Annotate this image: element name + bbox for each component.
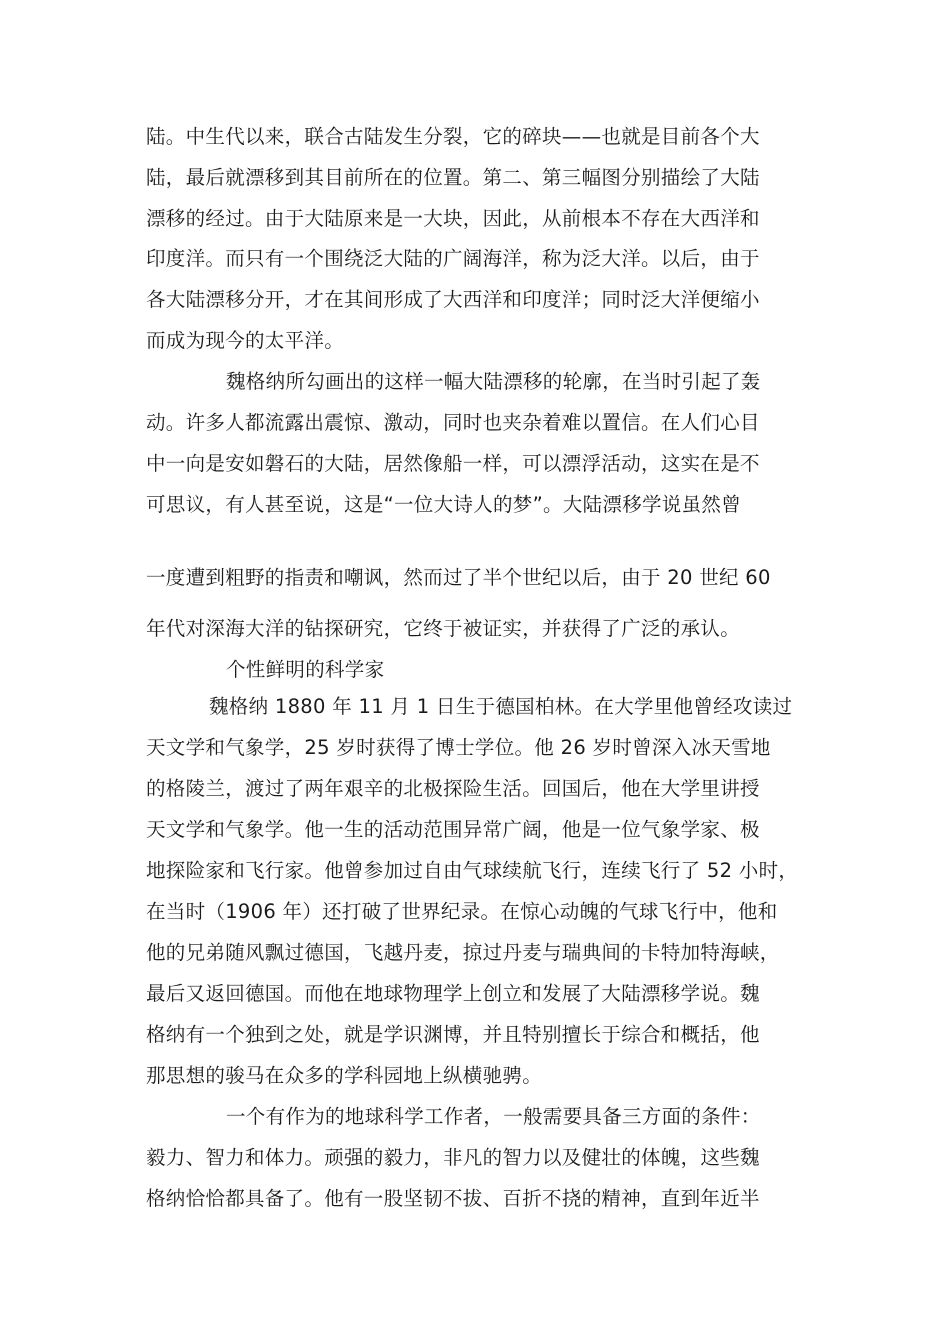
text-line: 中一向是安如磐石的大陆，居然像船一样，可以漂浮活动，这实在是不 xyxy=(146,452,760,475)
text-line: 毅力、智力和体力。顽强的毅力，非凡的智力以及健壮的体魄，这些魏 xyxy=(146,1146,760,1169)
text-line: 天文学和气象学。他一生的活动范围异常广阔，他是一位气象学家、极 xyxy=(146,818,760,841)
text-line: 漂移的经过。由于大陆原来是一大块，因此，从前根本不存在大西洋和 xyxy=(146,207,760,230)
text-line: 格纳恰恰都具备了。他有一股坚韧不拔、百折不挠的精神，直到年近半 xyxy=(146,1187,760,1210)
text-line: 印度洋。而只有一个围绕泛大陆的广阔海洋，称为泛大洋。以后，由于 xyxy=(146,247,760,270)
text-line: 那思想的骏马在众多的学科园地上纵横驰骋。 xyxy=(146,1064,543,1087)
paragraph-start-line: 魏格纳 1880 年 11 月 1 日生于德国柏林。在大学里他曾经攻读过 xyxy=(209,695,793,718)
paragraph-start-line: 魏格纳所勾画出的这样一幅大陆漂移的轮廓，在当时引起了轰 xyxy=(226,370,761,393)
text-line: 一度遭到粗野的指责和嘲讽，然而过了半个世纪以后，由于 20 世纪 60 xyxy=(146,566,771,589)
text-line: 年代对深海大洋的钻探研究，它终于被证实，并获得了广泛的承认。 xyxy=(146,617,741,640)
text-line: 各大陆漂移分开，才在其间形成了大西洋和印度洋；同时泛大洋便缩小 xyxy=(146,288,760,311)
text-line: 地探险家和飞行家。他曾参加过自由气球续航飞行，连续飞行了 52 小时， xyxy=(146,859,799,882)
text-line: 动。许多人都流露出震惊、激动，同时也夹杂着难以置信。在人们心目 xyxy=(146,411,760,434)
text-line: 格纳有一个独到之处，就是学识渊博，并且特别擅长于综合和概括，他 xyxy=(146,1023,760,1046)
text-line: 天文学和气象学，25 岁时获得了博士学位。他 26 岁时曾深入冰天雪地 xyxy=(146,736,771,759)
text-line: 可思议，有人甚至说，这是“一位大诗人的梦”。大陆漂移学说虽然曾 xyxy=(146,493,742,516)
paragraph-start-line: 一个有作为的地球科学工作者，一般需要具备三方面的条件： xyxy=(226,1105,761,1128)
text-line: 陆。中生代以来，联合古陆发生分裂，它的碎块——也就是目前各个大 xyxy=(146,125,760,148)
text-line: 最后又返回德国。而他在地球物理学上创立和发展了大陆漂移学说。魏 xyxy=(146,982,760,1005)
section-heading: 个性鲜明的科学家 xyxy=(226,658,385,681)
text-line: 而成为现今的太平洋。 xyxy=(146,329,345,352)
text-line: 陆，最后就漂移到其目前所在的位置。第二、第三幅图分别描绘了大陆 xyxy=(146,166,760,189)
text-line: 的格陵兰，渡过了两年艰辛的北极探险生活。回国后，他在大学里讲授 xyxy=(146,777,760,800)
text-line: 他的兄弟随风飘过德国，飞越丹麦，掠过丹麦与瑞典间的卡特加特海峡， xyxy=(146,941,780,964)
text-line: 在当时（1906 年）还打破了世界纪录。在惊心动魄的气球飞行中，他和 xyxy=(146,900,778,923)
